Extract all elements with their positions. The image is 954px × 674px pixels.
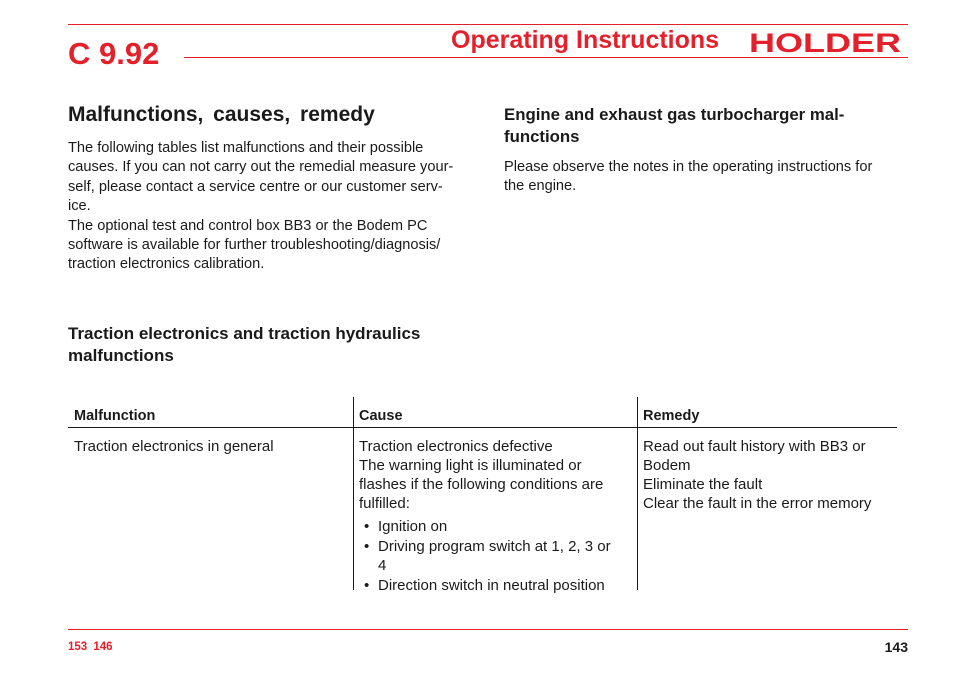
malfunction-cell: Traction electronics in general <box>74 438 274 455</box>
bullet-icon: • <box>364 577 370 594</box>
engine-line: Please observe the notes in the operating instructions for <box>504 159 873 175</box>
subheading-line: malfunctions <box>68 346 174 365</box>
remedy-cell <box>643 437 898 513</box>
remedy-line: Read out fault history with BB3 or <box>643 438 866 455</box>
engine-line: the engine. <box>504 178 577 195</box>
engine-heading-line: Engine and exhaust gas turbocharger mal- <box>504 105 845 124</box>
holder-logo-text: HOLDER <box>749 29 901 55</box>
bullet-text: 4 <box>378 557 387 574</box>
header-top-rule <box>68 24 908 25</box>
intro-line: The following tables list malfunctions and their possible <box>68 140 424 156</box>
list-item <box>359 576 634 595</box>
main-heading: Malfunctions, causes, remedy <box>68 103 375 126</box>
remedy-line: Eliminate the fault <box>643 476 763 493</box>
page-number: 143 <box>884 639 908 655</box>
header-title: Operating Instructions <box>451 26 720 54</box>
engine-heading <box>504 104 844 148</box>
intro-line: traction electronics calibration. <box>68 256 265 273</box>
bullet-icon: • <box>364 538 370 555</box>
column-header-cause: Cause <box>359 408 403 424</box>
footer-rule <box>68 629 908 630</box>
cause-cell <box>359 437 634 513</box>
holder-logo-icon <box>748 29 902 55</box>
intro-line: self, please contact a service centre or our customer serv- <box>68 178 443 195</box>
table-column-divider <box>353 397 354 590</box>
bullet-text: Driving program switch at 1, 2, 3 or <box>378 538 611 555</box>
list-item <box>359 537 634 575</box>
intro-line: causes. If you can not carry out the remedial measure your- <box>68 159 454 176</box>
cause-line: fulfilled: <box>359 495 410 512</box>
table-column-divider <box>637 397 638 590</box>
traction-subheading <box>68 323 420 367</box>
engine-paragraph <box>504 158 914 197</box>
cause-line: The warning light is illuminated or <box>359 457 582 474</box>
bullet-text: Direction switch in neutral position <box>378 577 605 594</box>
cause-line: flashes if the following conditions are <box>359 476 604 493</box>
engine-heading-line: functions <box>504 127 580 146</box>
column-header-remedy: Remedy <box>643 408 700 424</box>
remedy-line: Clear the fault in the error memory <box>643 495 872 512</box>
column-header-malfunction: Malfunction <box>74 408 156 424</box>
table-header-rule <box>68 427 897 428</box>
cause-line: Traction electronics defective <box>359 438 553 455</box>
list-item <box>359 517 634 536</box>
bullet-icon: • <box>364 518 370 535</box>
subheading-line: Traction electronics and traction hydraulics <box>68 324 421 343</box>
intro-line: software is available for further troubleshooting/diagnosis/ <box>68 237 441 254</box>
cause-bullet-list <box>359 517 634 596</box>
intro-paragraph <box>68 139 473 275</box>
bullet-text: Ignition on <box>378 518 448 535</box>
remedy-line: Bodem <box>643 457 691 474</box>
header-bottom-rule <box>184 57 908 58</box>
intro-line: ice. <box>68 198 91 215</box>
footer-doc-code: 153 146 <box>68 641 113 653</box>
intro-line: The optional test and control box BB3 or the Bodem PC <box>68 217 428 234</box>
section-code: C 9.92 <box>68 36 160 71</box>
